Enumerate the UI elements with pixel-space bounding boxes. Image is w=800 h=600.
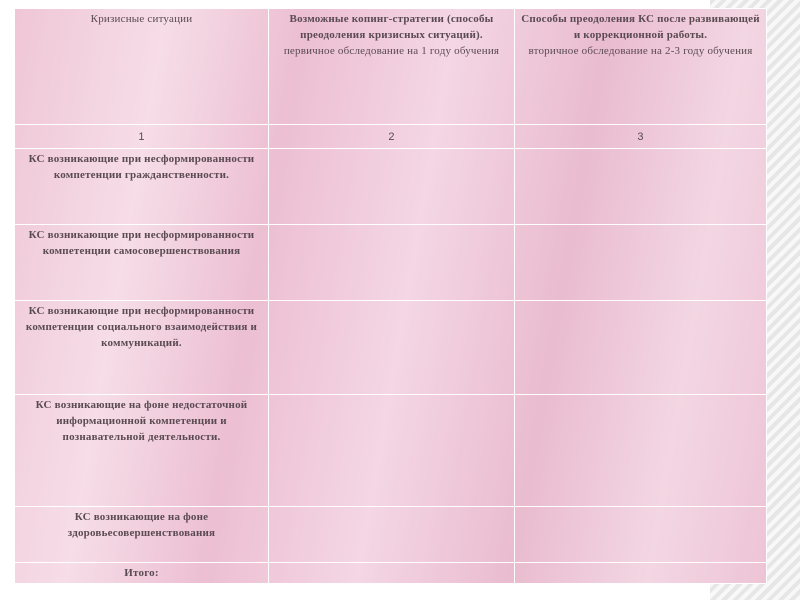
table-cell xyxy=(269,149,515,225)
table-cell xyxy=(269,301,515,395)
header-coping-note: первичное обследование на 1 году обучения xyxy=(283,45,500,57)
total-label: Итого: xyxy=(15,563,269,584)
table-row xyxy=(15,149,767,225)
row-label: КС возникающие при несформированности компетенции социального взаимодействия и коммуникаций. xyxy=(15,301,269,395)
row-label: КС возникающие при несформированности компетенции самосовершенствования xyxy=(15,225,269,301)
header-crisis-situations: Кризисные ситуации xyxy=(15,9,269,125)
table-row xyxy=(15,225,767,301)
table-cell xyxy=(515,301,767,395)
table-cell xyxy=(515,563,767,584)
header-overcoming-note: вторичное обследование на 2-3 году обучения xyxy=(528,45,753,57)
header-row xyxy=(15,9,767,125)
row-label: КС возникающие при несформированности компетенции гражданственности. xyxy=(15,149,269,225)
slide xyxy=(14,8,766,584)
column-number: 2 xyxy=(269,125,515,149)
table-cell xyxy=(515,395,767,507)
header-overcoming-methods xyxy=(515,9,767,125)
table-row xyxy=(15,301,767,395)
table-cell xyxy=(515,149,767,225)
row-label: КС возникающие на фоне здоровьесовершенствования xyxy=(15,507,269,563)
table-row xyxy=(15,395,767,507)
column-number: 3 xyxy=(515,125,767,149)
table-cell xyxy=(269,563,515,584)
header-overcoming-title: Способы преодоления КС после развивающей и коррекционной работы. xyxy=(521,13,760,41)
table-cell xyxy=(515,507,767,563)
total-row xyxy=(15,563,767,584)
table-cell xyxy=(269,225,515,301)
row-label: КС возникающие на фоне недостаточной информационной компетенции и познавательной деятельности. xyxy=(15,395,269,507)
crisis-table xyxy=(14,8,767,584)
header-coping-strategies xyxy=(269,9,515,125)
table-cell xyxy=(515,225,767,301)
table-cell xyxy=(269,507,515,563)
header-coping-title: Возможные копинг-стратегии (способы преодоления кризисных ситуаций). xyxy=(289,13,494,41)
column-number: 1 xyxy=(15,125,269,149)
table-cell xyxy=(269,395,515,507)
column-number-row xyxy=(15,125,767,149)
table-row xyxy=(15,507,767,563)
